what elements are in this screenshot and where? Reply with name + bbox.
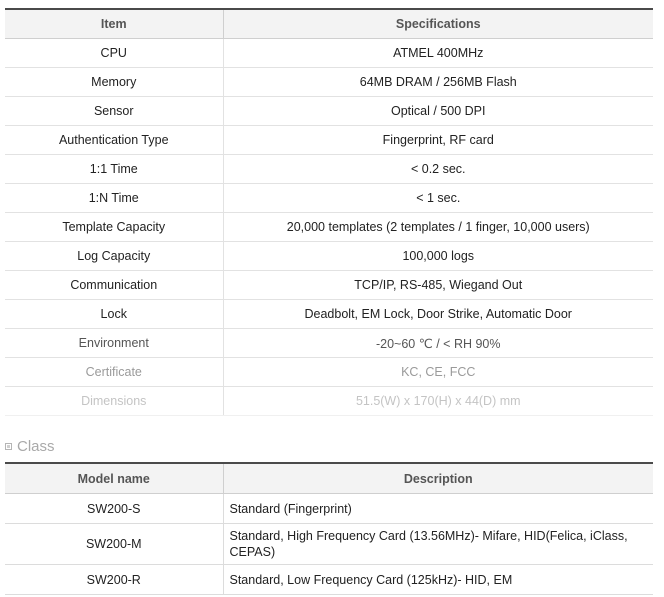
spec-row-1-1-time — [5, 155, 653, 184]
specifications-header-row — [5, 9, 653, 39]
class-table — [5, 462, 653, 595]
spec-value: -20~60 ℃ / < RH 90% — [223, 329, 653, 358]
model-name-column-header: Model name — [5, 463, 223, 494]
spec-item: Communication — [5, 271, 223, 300]
specifications-column-header: Specifications — [223, 9, 653, 39]
spec-item: Certificate — [5, 358, 223, 387]
description-column-header: Description — [223, 463, 653, 494]
model-description: Standard (Fingerprint) — [223, 494, 653, 524]
square-bullet-icon — [5, 443, 12, 450]
spec-row-authentication-type — [5, 126, 653, 155]
spec-value: < 0.2 sec. — [223, 155, 653, 184]
class-row-sw200-r — [5, 565, 653, 595]
spec-row-communication — [5, 271, 653, 300]
item-column-header: Item — [5, 9, 223, 39]
spec-item: Lock — [5, 300, 223, 329]
class-row-sw200-m — [5, 524, 653, 565]
spec-value: < 1 sec. — [223, 184, 653, 213]
class-section-heading — [5, 436, 55, 456]
spec-value: 20,000 templates (2 templates / 1 finger, 10,000 users) — [223, 213, 653, 242]
spec-value: Optical / 500 DPI — [223, 97, 653, 126]
class-header-row — [5, 463, 653, 494]
spec-row-template-capacity — [5, 213, 653, 242]
specifications-table — [5, 8, 653, 416]
model-name: SW200-M — [5, 524, 223, 565]
model-description: Standard, High Frequency Card (13.56MHz)- Mifare, HID(Felica, iClass, CEPAS) — [223, 524, 653, 565]
spec-item: Template Capacity — [5, 213, 223, 242]
spec-row-memory — [5, 68, 653, 97]
spec-value: TCP/IP, RS-485, Wiegand Out — [223, 271, 653, 300]
spec-row-1-n-time — [5, 184, 653, 213]
spec-row-lock — [5, 300, 653, 329]
spec-row-certificate — [5, 358, 653, 387]
spec-item: Authentication Type — [5, 126, 223, 155]
model-name: SW200-S — [5, 494, 223, 524]
spec-item: Environment — [5, 329, 223, 358]
spec-row-sensor — [5, 97, 653, 126]
class-section-title: Class — [17, 437, 55, 455]
class-row-sw200-s — [5, 494, 653, 524]
spec-row-environment — [5, 329, 653, 358]
spec-item: Dimensions — [5, 387, 223, 416]
model-name: SW200-R — [5, 565, 223, 595]
spec-value: KC, CE, FCC — [223, 358, 653, 387]
spec-row-cpu — [5, 39, 653, 68]
spec-item: Log Capacity — [5, 242, 223, 271]
spec-item: 1:N Time — [5, 184, 223, 213]
spec-value: Fingerprint, RF card — [223, 126, 653, 155]
spec-value: 51.5(W) x 170(H) x 44(D) mm — [223, 387, 653, 416]
spec-value: ATMEL 400MHz — [223, 39, 653, 68]
spec-row-log-capacity — [5, 242, 653, 271]
spec-row-dimensions — [5, 387, 653, 416]
spec-value: Deadbolt, EM Lock, Door Strike, Automatic Door — [223, 300, 653, 329]
spec-value: 64MB DRAM / 256MB Flash — [223, 68, 653, 97]
spec-item: CPU — [5, 39, 223, 68]
spec-item: 1:1 Time — [5, 155, 223, 184]
model-description: Standard, Low Frequency Card (125kHz)- HID, EM — [223, 565, 653, 595]
spec-value: 100,000 logs — [223, 242, 653, 271]
spec-item: Sensor — [5, 97, 223, 126]
spec-item: Memory — [5, 68, 223, 97]
